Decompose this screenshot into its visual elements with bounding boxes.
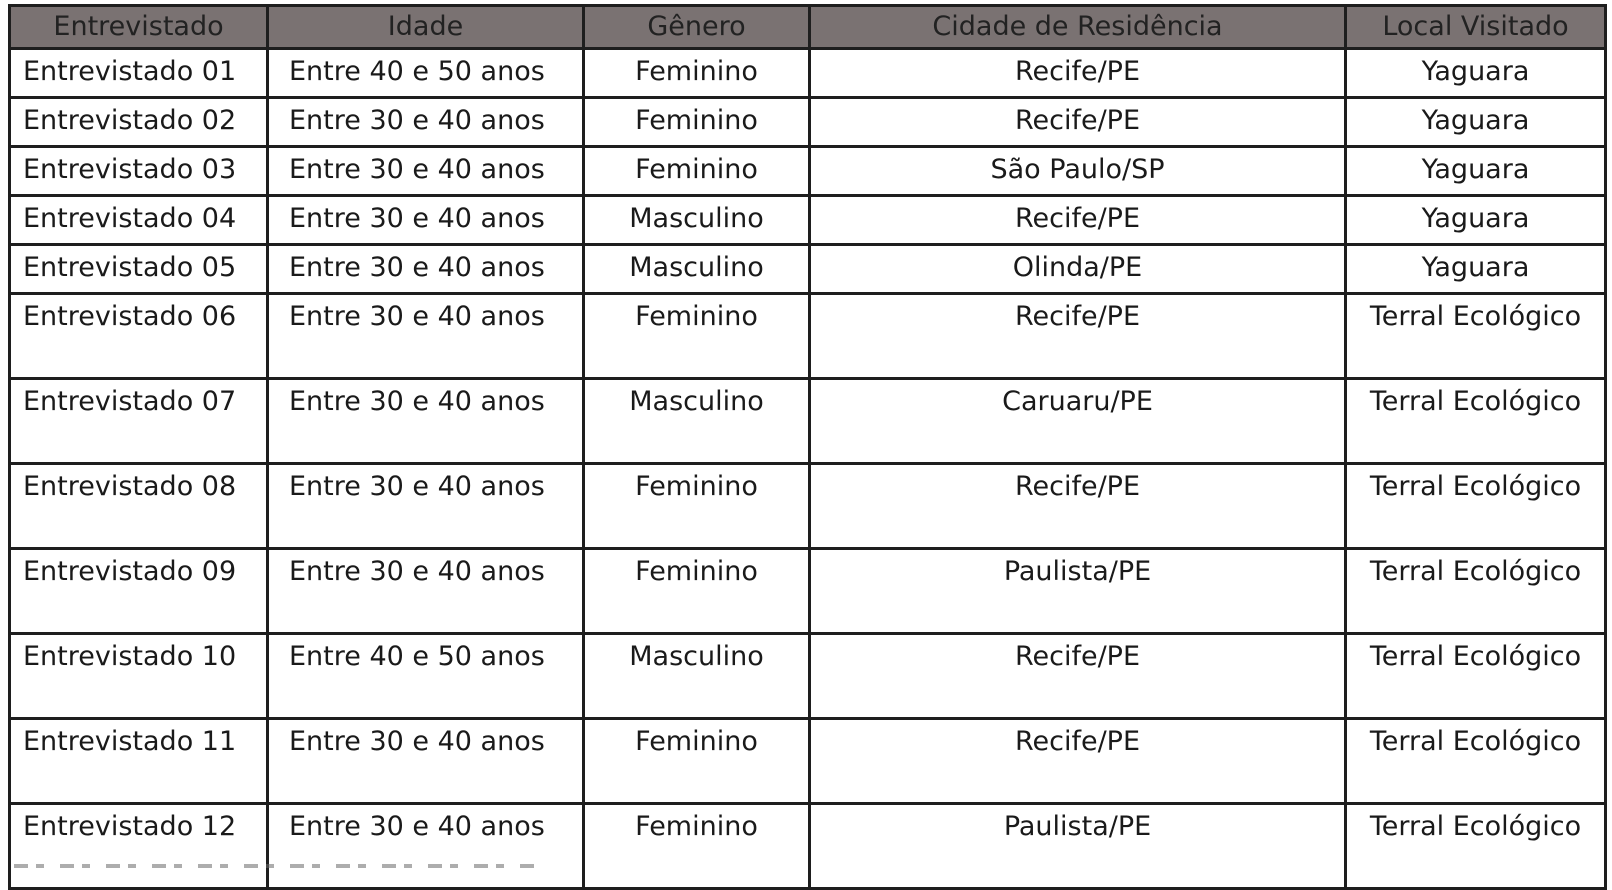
cell-city: Olinda/PE <box>810 245 1346 294</box>
interviewee-table-container <box>8 4 1604 890</box>
cell-age: Entre 30 e 40 anos <box>268 147 584 196</box>
cell-interviewee: Entrevistado 11 <box>10 719 268 804</box>
cell-interviewee: Entrevistado 06 <box>10 294 268 379</box>
footnote-fragment <box>14 864 534 868</box>
cell-gender: Masculino <box>584 379 810 464</box>
table-row <box>10 804 1606 889</box>
cell-interviewee: Entrevistado 07 <box>10 379 268 464</box>
table-row <box>10 719 1606 804</box>
cell-city: São Paulo/SP <box>810 147 1346 196</box>
cell-interviewee: Entrevistado 12 <box>10 804 268 889</box>
cell-gender: Feminino <box>584 49 810 98</box>
cell-gender: Feminino <box>584 549 810 634</box>
cell-gender: Feminino <box>584 98 810 147</box>
header-place: Local Visitado <box>1346 6 1606 49</box>
cell-city: Recife/PE <box>810 464 1346 549</box>
cell-age: Entre 30 e 40 anos <box>268 464 584 549</box>
cell-age: Entre 30 e 40 anos <box>268 196 584 245</box>
cell-place: Yaguara <box>1346 196 1606 245</box>
cell-gender: Feminino <box>584 804 810 889</box>
cell-city: Caruaru/PE <box>810 379 1346 464</box>
cell-city: Recife/PE <box>810 719 1346 804</box>
cell-place: Terral Ecológico <box>1346 549 1606 634</box>
cell-place: Terral Ecológico <box>1346 719 1606 804</box>
cell-age: Entre 30 e 40 anos <box>268 379 584 464</box>
cell-city: Recife/PE <box>810 196 1346 245</box>
header-row <box>10 6 1606 49</box>
cell-place: Terral Ecológico <box>1346 464 1606 549</box>
cell-city: Recife/PE <box>810 294 1346 379</box>
cell-age: Entre 30 e 40 anos <box>268 719 584 804</box>
cell-age: Entre 40 e 50 anos <box>268 634 584 719</box>
table-row <box>10 549 1606 634</box>
table-header <box>10 6 1606 49</box>
cell-age: Entre 30 e 40 anos <box>268 804 584 889</box>
table-row <box>10 294 1606 379</box>
cell-place: Yaguara <box>1346 98 1606 147</box>
table-row <box>10 49 1606 98</box>
cell-interviewee: Entrevistado 09 <box>10 549 268 634</box>
cell-city: Paulista/PE <box>810 804 1346 889</box>
cell-interviewee: Entrevistado 02 <box>10 98 268 147</box>
table-row <box>10 147 1606 196</box>
cell-age: Entre 30 e 40 anos <box>268 294 584 379</box>
cell-age: Entre 30 e 40 anos <box>268 98 584 147</box>
cell-place: Terral Ecológico <box>1346 634 1606 719</box>
cell-city: Paulista/PE <box>810 549 1346 634</box>
table-row <box>10 245 1606 294</box>
cell-gender: Feminino <box>584 719 810 804</box>
table-row <box>10 464 1606 549</box>
cell-interviewee: Entrevistado 10 <box>10 634 268 719</box>
cell-place: Terral Ecológico <box>1346 294 1606 379</box>
cell-place: Yaguara <box>1346 49 1606 98</box>
table-row <box>10 196 1606 245</box>
table-row <box>10 98 1606 147</box>
header-gender: Gênero <box>584 6 810 49</box>
table-row <box>10 379 1606 464</box>
cell-gender: Masculino <box>584 196 810 245</box>
cell-city: Recife/PE <box>810 98 1346 147</box>
cell-age: Entre 30 e 40 anos <box>268 549 584 634</box>
cell-place: Terral Ecológico <box>1346 804 1606 889</box>
header-city: Cidade de Residência <box>810 6 1346 49</box>
cropped-footnote-text <box>14 864 534 868</box>
cell-gender: Feminino <box>584 464 810 549</box>
cell-interviewee: Entrevistado 08 <box>10 464 268 549</box>
header-age: Idade <box>268 6 584 49</box>
cell-interviewee: Entrevistado 03 <box>10 147 268 196</box>
cell-gender: Masculino <box>584 245 810 294</box>
cell-interviewee: Entrevistado 01 <box>10 49 268 98</box>
cell-city: Recife/PE <box>810 49 1346 98</box>
table-row <box>10 634 1606 719</box>
table-body <box>10 49 1606 889</box>
cell-age: Entre 30 e 40 anos <box>268 245 584 294</box>
cell-gender: Feminino <box>584 147 810 196</box>
cell-gender: Masculino <box>584 634 810 719</box>
cell-city: Recife/PE <box>810 634 1346 719</box>
cell-age: Entre 40 e 50 anos <box>268 49 584 98</box>
cell-gender: Feminino <box>584 294 810 379</box>
header-interviewee: Entrevistado <box>10 6 268 49</box>
cell-interviewee: Entrevistado 04 <box>10 196 268 245</box>
cell-interviewee: Entrevistado 05 <box>10 245 268 294</box>
cell-place: Yaguara <box>1346 245 1606 294</box>
interviewee-table <box>8 4 1607 890</box>
cell-place: Yaguara <box>1346 147 1606 196</box>
cell-place: Terral Ecológico <box>1346 379 1606 464</box>
